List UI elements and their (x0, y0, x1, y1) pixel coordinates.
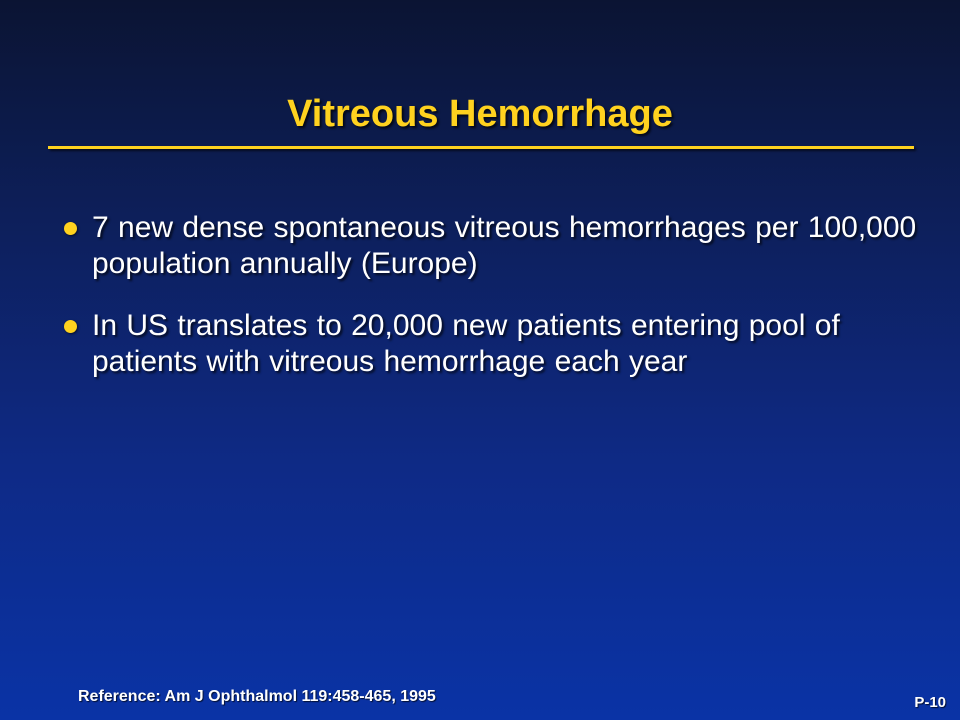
reference-citation: Reference: Am J Ophthalmol 119:458-465, 1995 (78, 688, 436, 705)
bullet-item (60, 308, 920, 380)
bullet-text: 7 new dense spontaneous vitreous hemorrhages per 100,000 population annually (Europe) (92, 211, 917, 280)
bullet-marker-icon (64, 222, 77, 235)
page-number: P-10 (914, 694, 946, 711)
title-underline (48, 146, 914, 149)
bullet-list (60, 210, 920, 406)
slide-title: Vitreous Hemorrhage (287, 93, 673, 135)
bullet-item (60, 210, 920, 282)
bullet-text: In US translates to 20,000 new patients entering pool of patients with vitreous hemorrhage each year (92, 309, 840, 378)
bullet-marker-icon (64, 320, 77, 333)
